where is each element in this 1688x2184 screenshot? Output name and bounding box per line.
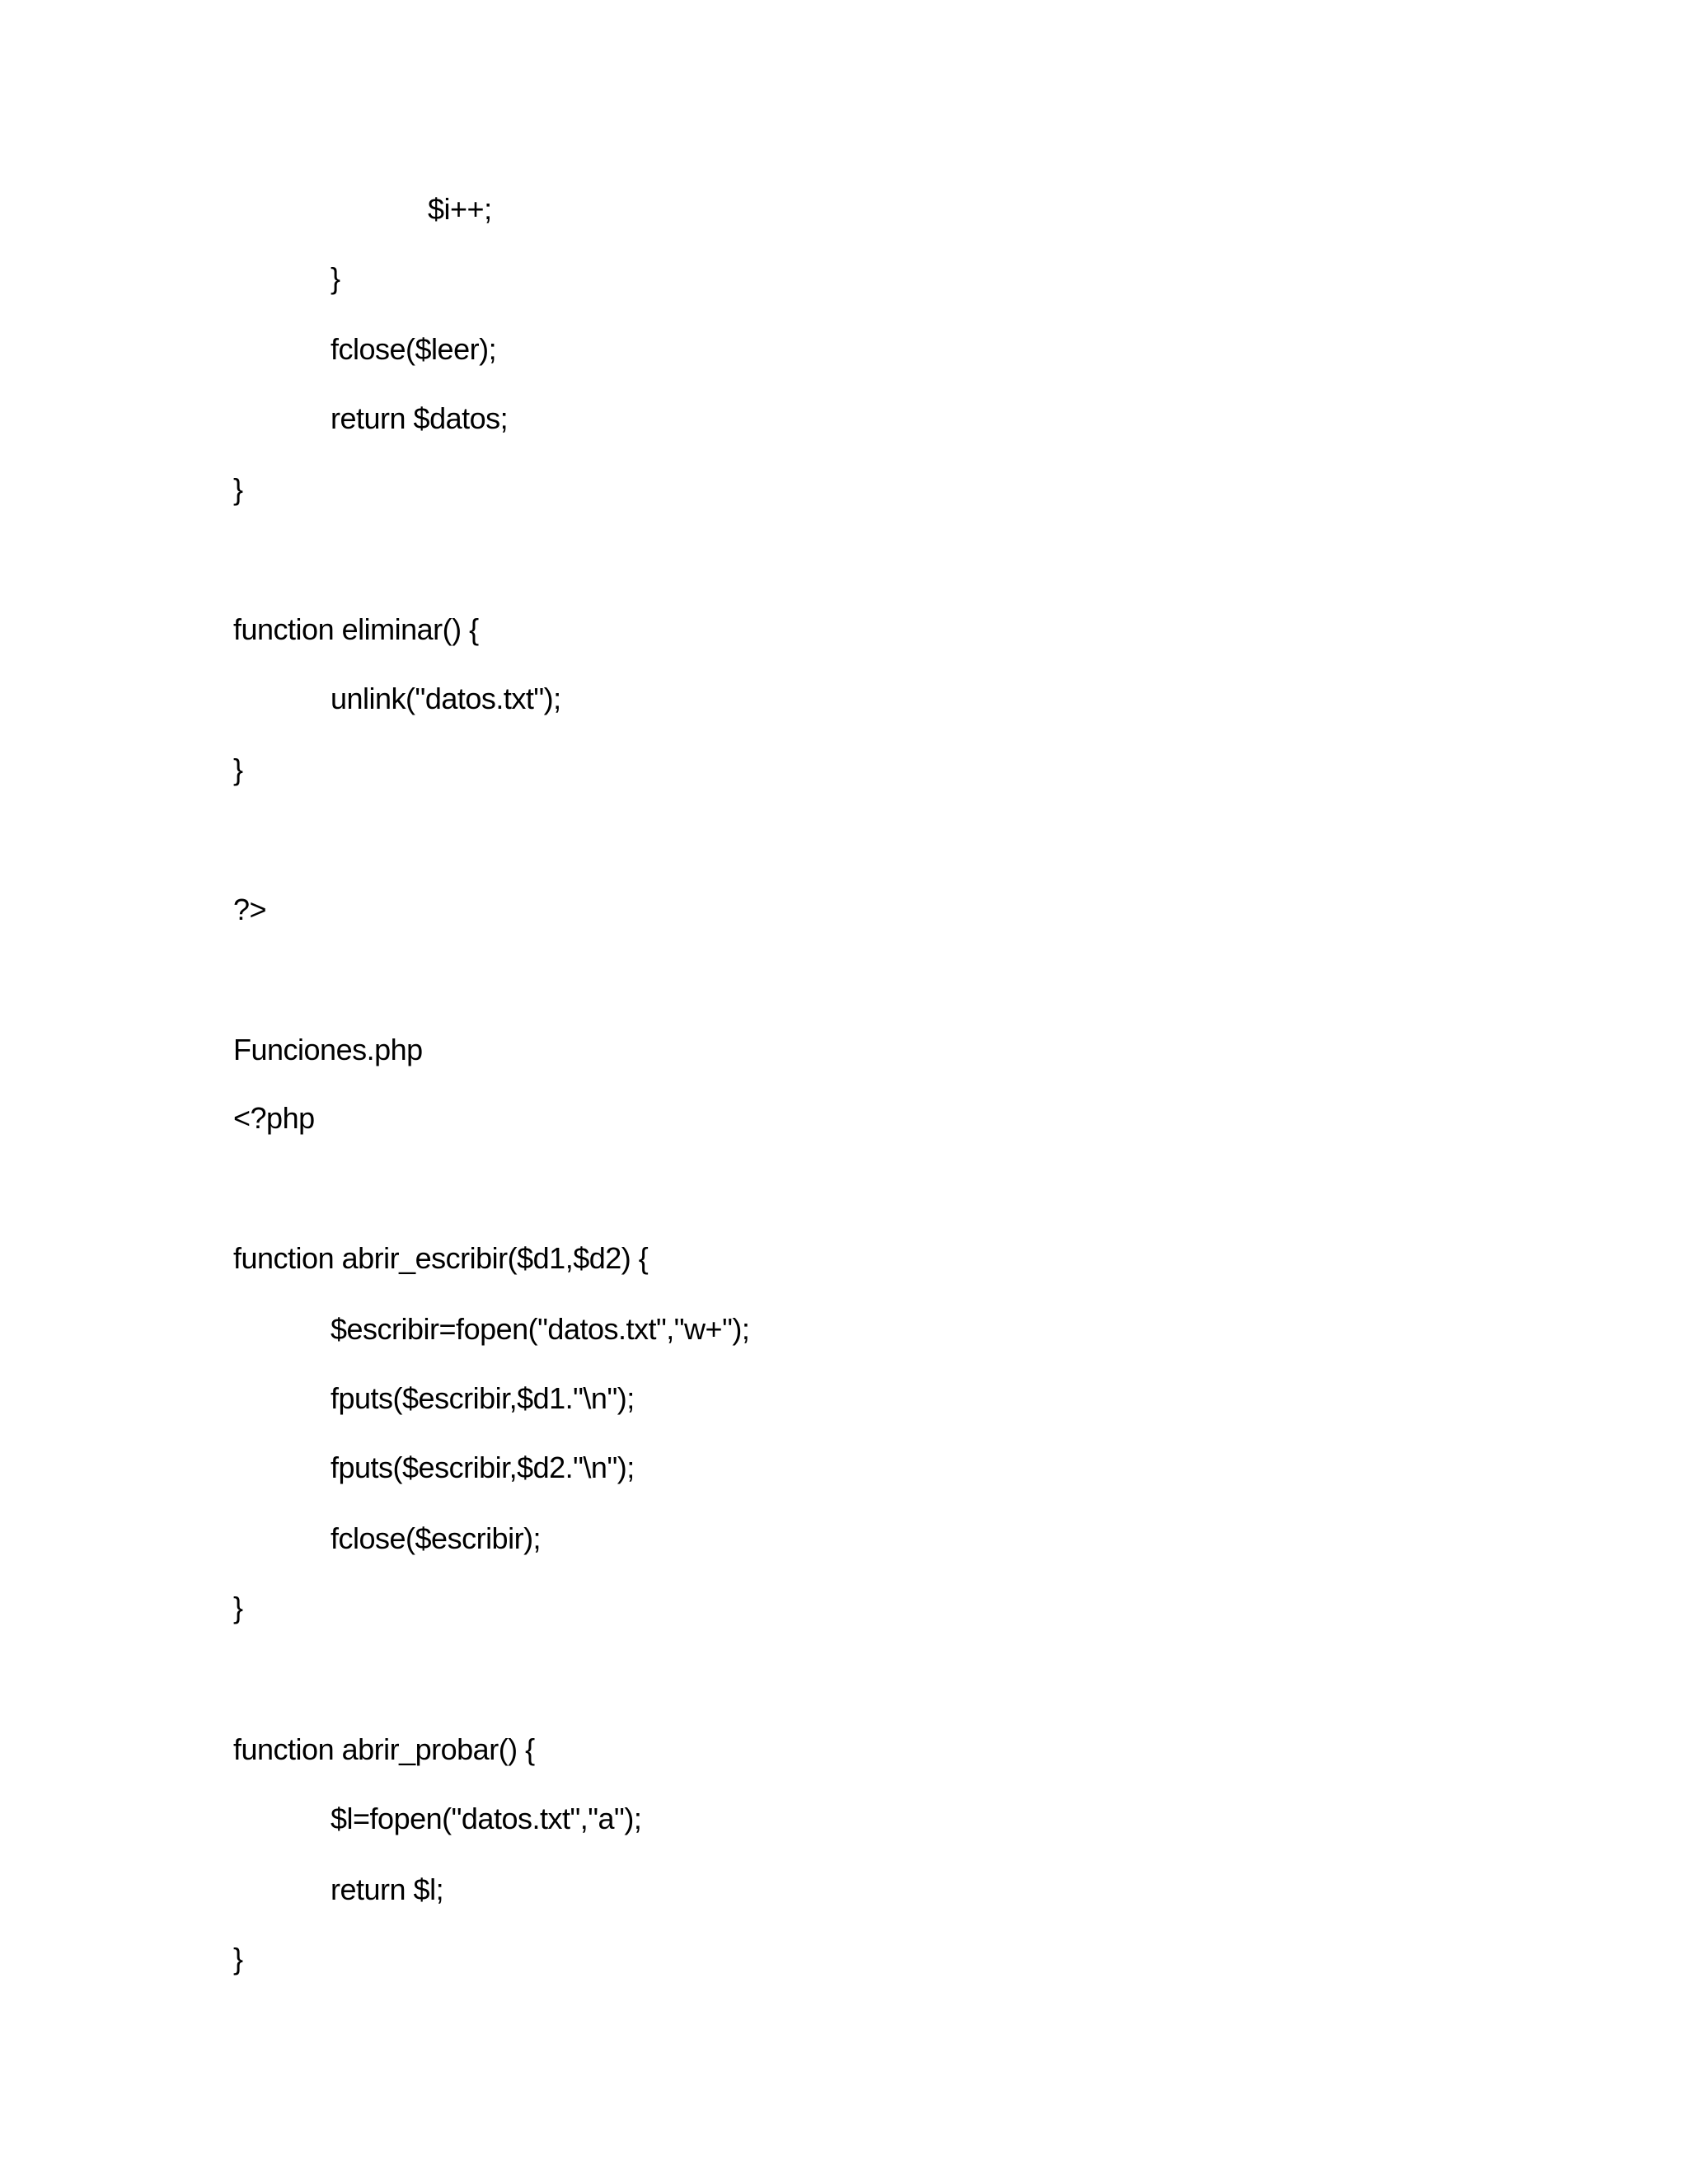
code-line-fputs-d2: fputs($escribir,$d2."\n"); <box>331 1451 635 1484</box>
code-line-fclose-escribir: fclose($escribir); <box>331 1521 542 1555</box>
code-line-close-brace: } <box>233 472 243 506</box>
code-line-php-open: <?php <box>233 1101 315 1135</box>
code-line-return-l: return $l; <box>331 1872 444 1906</box>
code-line-function-abrir-probar: function abrir_probar() { <box>233 1732 535 1766</box>
code-line-close-brace: } <box>233 1942 243 1975</box>
code-line-function-eliminar: function eliminar() { <box>233 612 479 646</box>
code-line-fopen-write: $escribir=fopen("datos.txt","w+"); <box>331 1312 750 1346</box>
code-line-close-brace: } <box>331 261 340 295</box>
file-heading: Funciones.php <box>233 1033 423 1066</box>
code-line-fopen-append: $l=fopen("datos.txt","a"); <box>331 1802 642 1835</box>
code-line-function-abrir-escribir: function abrir_escribir($d1,$d2) { <box>233 1241 649 1275</box>
code-line-fputs-d1: fputs($escribir,$d1."\n"); <box>331 1381 635 1415</box>
code-line-unlink: unlink("datos.txt"); <box>331 682 561 715</box>
code-line-close-brace: } <box>233 752 243 786</box>
code-line-return: return $datos; <box>331 401 509 435</box>
code-line-increment: $i++; <box>428 192 492 226</box>
code-line-php-close: ?> <box>233 893 267 926</box>
code-line-close-brace: } <box>233 1591 243 1624</box>
code-line-fclose: fclose($leer); <box>331 332 497 366</box>
